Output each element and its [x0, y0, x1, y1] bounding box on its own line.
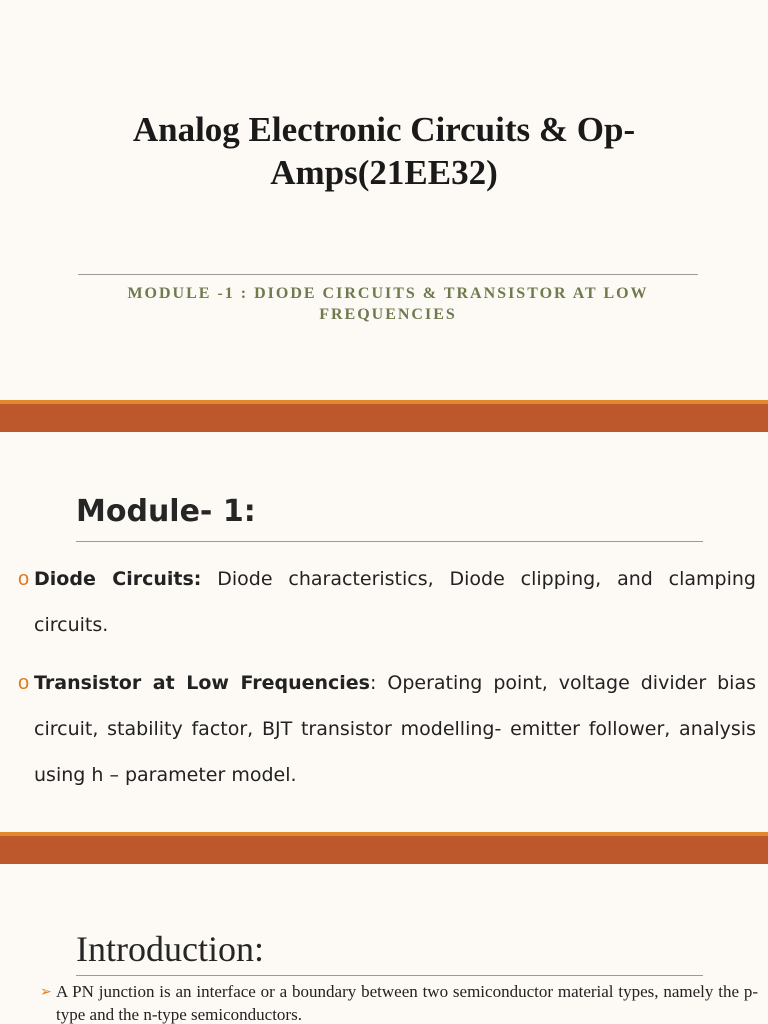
bullet-text: A PN junction is an interface or a boundary between two semiconductor material types, namely the p-type and the n-type semiconductors.	[56, 982, 758, 1024]
introduction-heading: Introduction:	[76, 929, 264, 969]
bullet-text: : Operating point, voltage divider bias circuit, stability factor, BJT transistor modelling- emitter follower, analysis using h – parameter model.	[34, 672, 756, 786]
heading-divider	[76, 975, 703, 976]
title-divider	[78, 274, 698, 275]
round-bullet-icon: o	[18, 568, 30, 590]
slide-subtitle: MODULE -1 : DIODE CIRCUITS & TRANSISTOR AT LOW FREQUENCIES	[127, 285, 649, 323]
slide-separator-band	[0, 400, 768, 432]
slide-title: Analog Electronic Circuits & Op-Amps(21EE32)	[132, 110, 636, 192]
round-bullet-icon: o	[18, 672, 30, 694]
title-slide	[0, 0, 768, 400]
list-item	[18, 660, 756, 798]
list-item	[18, 556, 756, 648]
module-slide	[0, 432, 768, 832]
bullet-bold-label: Transistor at Low Frequencies	[34, 672, 370, 694]
heading-divider	[76, 541, 703, 542]
slide-separator-band	[0, 832, 768, 864]
list-item	[40, 980, 758, 1024]
arrow-bullet-icon: ➢	[40, 983, 52, 999]
bullet-text: Diode characteristics, Diode clipping, and clamping circuits.	[34, 568, 756, 636]
introduction-slide	[0, 864, 768, 1024]
bullet-bold-label: Diode Circuits:	[34, 568, 202, 590]
module-heading: Module- 1:	[76, 494, 256, 529]
